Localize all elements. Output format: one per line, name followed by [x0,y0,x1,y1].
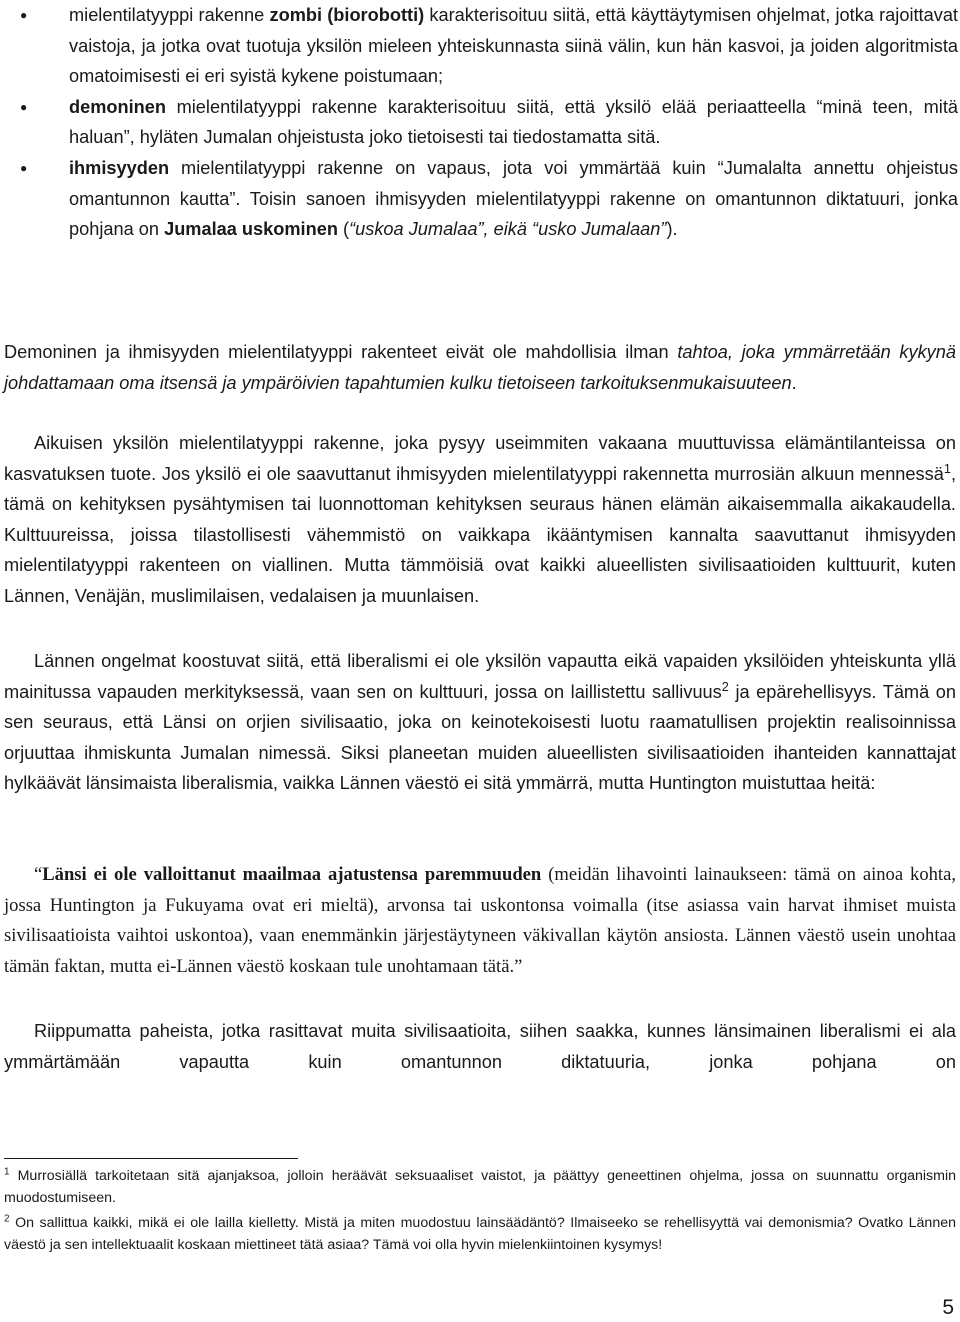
paragraph-text: , tämä on kehityksen pysähtymisen tai luonnottoman kehityksen seuraus hänen elämän aikaisemmalla aikakaudella. Kulttuureissa, joissa tilastollisesti vähemmistö on vaikkapa ikääntymisen kannalta saavuttanut ihmisyyden mielentilatyyppi rakenteen on viallinen. Mutta tämmöisiä ovat kaikki alueellisten sivilisaatioiden kulttuurit, kuten Lännen, Venäjän, muslimilaisen, vedalaisen ja muunlaisen. [4,463,956,606]
paragraph-italic: tahtoa, joka ymmärretään kykynä johdattamaan oma itsensä ja ympäröivien tapahtumien kulku tietoiseen tarkoituksenmukaisuuteen [4,342,956,393]
paragraph-text: Lännen ongelmat koostuvat siitä, että liberalismi ei ole yksilön vapautta eikä vapaiden yksilöiden yhteiskunta yllä mainitussa vapauden merkityksessä, vaan sen on kulttuuri, jossa on laillistettu sallivuus [4,651,956,702]
bullet-emphasis: Jumalaa uskominen [164,219,338,240]
quote-mark: “ [34,864,43,885]
bullet-term: ihmisyyden [69,157,170,178]
footnote-1 [4,1166,956,1209]
bullet-text: mielentilatyyppi rakenne on vapaus, jota voi ymmärtää kuin “Jumalalta annettu ohjeistus omantunnon kautta”. Toisin sanoen ihmisyyden mielentilatyyppi rakenne on omantunnon diktatuuri, jonka pohjana on [69,157,958,240]
bullet-text: ). [666,219,678,240]
bullet-text: karakterisoituu siitä, että käyttäytymisen ohjelmat, jotka rajoittavat vaistoja, ja jotka ovat tuotuja yksilön mieleen yhteiskunnasta siinä välin, kun hän kasvoi, ja joiden algoritmista omatoimisesti ei eri syistä kykene poistumaan; [69,5,958,87]
footnote-2 [4,1213,956,1256]
footnote-ref-1: 1 [943,460,951,476]
paragraph-riippumatta: Riippumatta paheista, jotka rasittavat muita sivilisaatioita, siihen saakka, kunnes länsimainen liberalismi ei ala ymmärtämään vapautta kuin omantunnon diktatuuria, jonka pohjana on [4,1021,956,1072]
page-number: 5 [942,1296,954,1319]
footnote-number: 1 [4,1166,10,1178]
bullet-text: mielentilatyyppi rakenne [69,5,270,25]
footnotes [4,1166,956,1260]
quote-text: (meidän lihavointi lainaukseen: tämä on ainoa kohta, jossa Huntington ja Fukuyama ovat eri mieltä), arvonsa tai uskontonsa voimalla (itse asiassa vain harvat ihmiset muista sivilisaatioista vaihtoi uskontoa), vaan enemmänkin järjestäytyneen väkivallan käytön ansiosta. Lännen väestö usein unohtaa tämän faktan, mutta ei-Lännen väestö koskaan tule unohtamaan tätä. [4,864,956,977]
bullet-term: zombi (biorobotti) [269,5,425,25]
bullet-italic: “uskoa Jumalaa”, eikä “usko Jumalaan” [349,219,667,240]
paragraph-text: . [791,372,797,393]
footnote-text: Murrosiällä tarkoitetaan sitä ajanjaksoa, jolloin heräävät seksuaaliset vaistot, ja päättyy geneettinen ohjelma, jossa on suunnattu organismin muodostumiseen. [4,1168,956,1206]
bullet-text: mielentilatyyppi rakenne karakterisoituu siitä, että yksilö elää periaatteella “minä teen, mitä haluan”, hyläten Jumalan ohjeistusta joko tietoisesti tai tiedostamatta sitä. [69,96,958,148]
quote-bold: Länsi ei ole valloittanut maailmaa ajatustensa paremmuuden [42,864,542,885]
quote-mark: ” [514,955,523,977]
paragraph-text: ja epärehellisyys. Tämä on sen seuraus, että Länsi on orjien sivilisaatio, joka on keinotekoisesti luotu raamatullisen projektin realisoinnissa orjuuttaa ihmiskunta Jumalan nimessä. Siksi planeetan muiden alueellisten sivilisaatioiden ihanteiden kannattajat hylkäävät länsimaista liberalismia, vaikka Lännen väestö ei sitä ymmärrä, mutta Huntington muistuttaa heitä: [4,681,957,794]
bullet-text: ( [337,219,350,240]
bullet-list [6,0,958,245]
footnote-separator [4,1158,298,1159]
bullet-item-ihmisyyden [6,153,958,245]
block-quote [4,860,956,982]
footnote-ref-2: 2 [721,678,729,694]
paragraph-text: Demoninen ja ihmisyyden mielentilatyyppi rakenteet eivät ole mahdollisia ilman [4,342,678,362]
paragraph-lannen [4,646,956,799]
footnote-number: 2 [4,1213,10,1225]
paragraph-text: Aikuisen yksilön mielentilatyyppi rakenne, joka pysyy useimmiten vakaana muuttuvissa elämäntilanteissa on kasvatuksen tuote. Jos yksilö ei ole saavuttanut ihmisyyden mielentilatyyppi rakennetta murrosiän alkuun mennessä [4,433,956,484]
bullet-item-zombi [6,0,958,92]
footnote-text: On sallittua kaikki, mikä ei ole lailla kielletty. Mistä ja miten muodostuu lainsäädäntö? Ilmaiseeko se rehellisyyttä vai demonismia? Ovatko Lännen väestö ja sen intellektuaalit koskaan miettineet tätä asiaa? Tämä voi olla hyvin mielenkiintoinen kysymys! [4,1215,956,1253]
paragraph-tahto [4,337,956,398]
bullet-item-demoninen [6,92,958,153]
bullet-term: demoninen [69,96,167,117]
paragraph-aikuisen [4,428,956,612]
